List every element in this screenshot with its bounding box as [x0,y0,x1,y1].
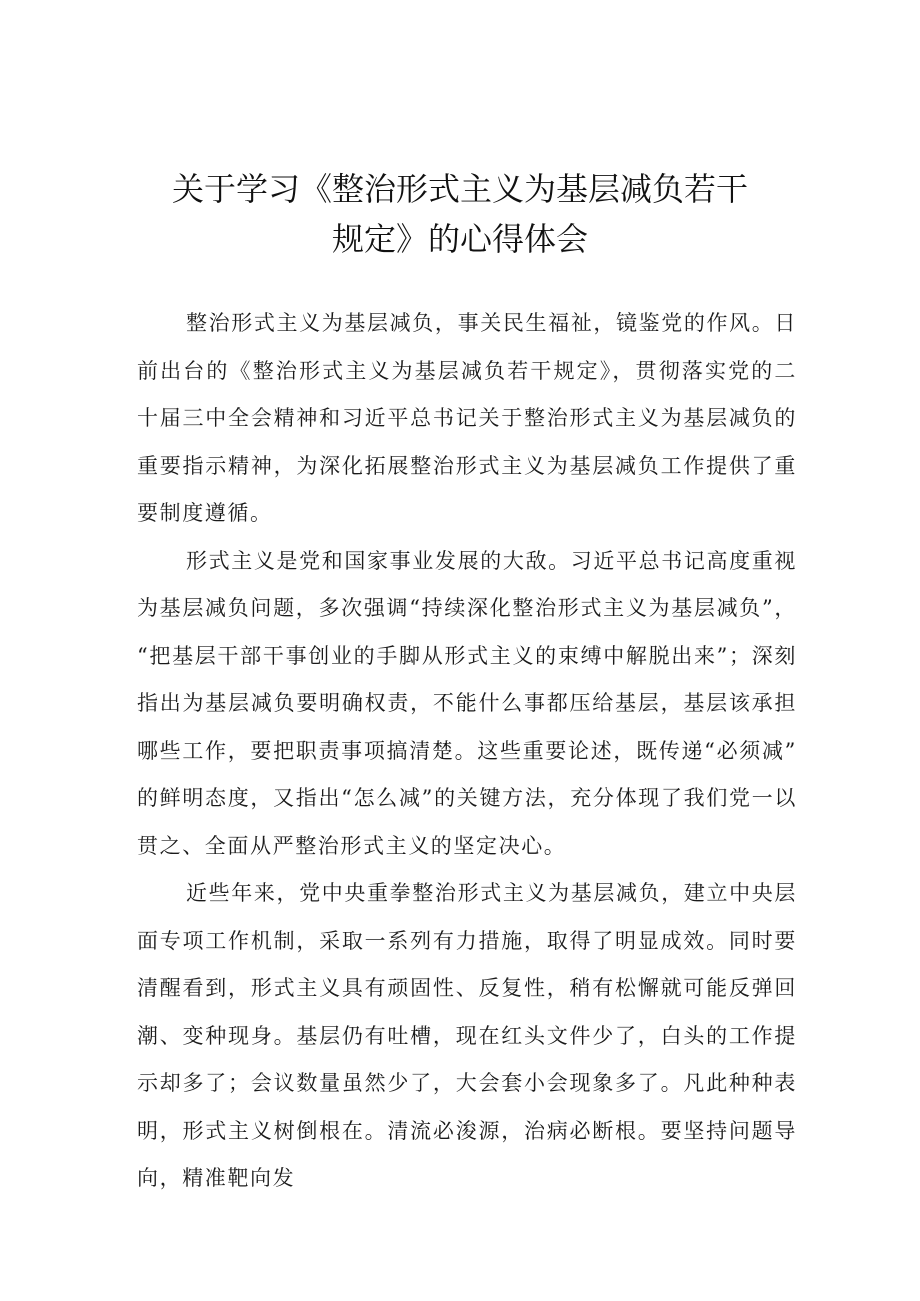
body-paragraph-1: 整治形式主义为基层减负，事关民生福祉，镜鉴党的作风。日前出台的《整治形式主义为基层减负若干规定》，贯彻落实党的二十届三中全会精神和习近平总书记关于整治形式主义为基层减负的重要指示精神，为深化拓展整治形式主义为基层减负工作提供了重要制度遵循。 [137,311,797,525]
document-body [137,300,797,1203]
document-title [100,164,820,264]
document-title-line-2: 规定》的心得体会 [331,220,588,258]
body-paragraph-3: 近些年来，党中央重拳整治形式主义为基层减负，建立中央层面专项工作机制，采取一系列有力措施，取得了明显成效。同时要清醒看到，形式主义具有顽固性、反复性，稍有松懈就可能反弹回潮、变种现身。基层仍有吐槽，现在红头文件少了，白头的工作提示却多了；会议数量虽然少了，大会套小会现象多了。凡此种种表明，形式主义树倒根在。清流必浚源，治病必断根。要坚持问题导向，精准靶向发 [137,881,797,1190]
document-title-line-1: 关于学习《整治形式主义为基层减负若干 [171,170,748,208]
body-paragraph-2: 形式主义是党和国家事业发展的大敌。习近平总书记高度重视为基层减负问题，多次强调“持续深化整治形式主义为基层减负”，“把基层干部干事创业的手脚从形式主义的束缚中解脱出来”；深刻指出为基层减负要明确权责，不能什么事都压给基层，基层该承担哪些工作，要把职责事项搞清楚。这些重要论述，既传递“必须减”的鲜明态度，又指出“怎么减”的关键方法，充分体现了我们党一以贯之、全面从严整治形式主义的坚定决心。 [137,548,797,858]
